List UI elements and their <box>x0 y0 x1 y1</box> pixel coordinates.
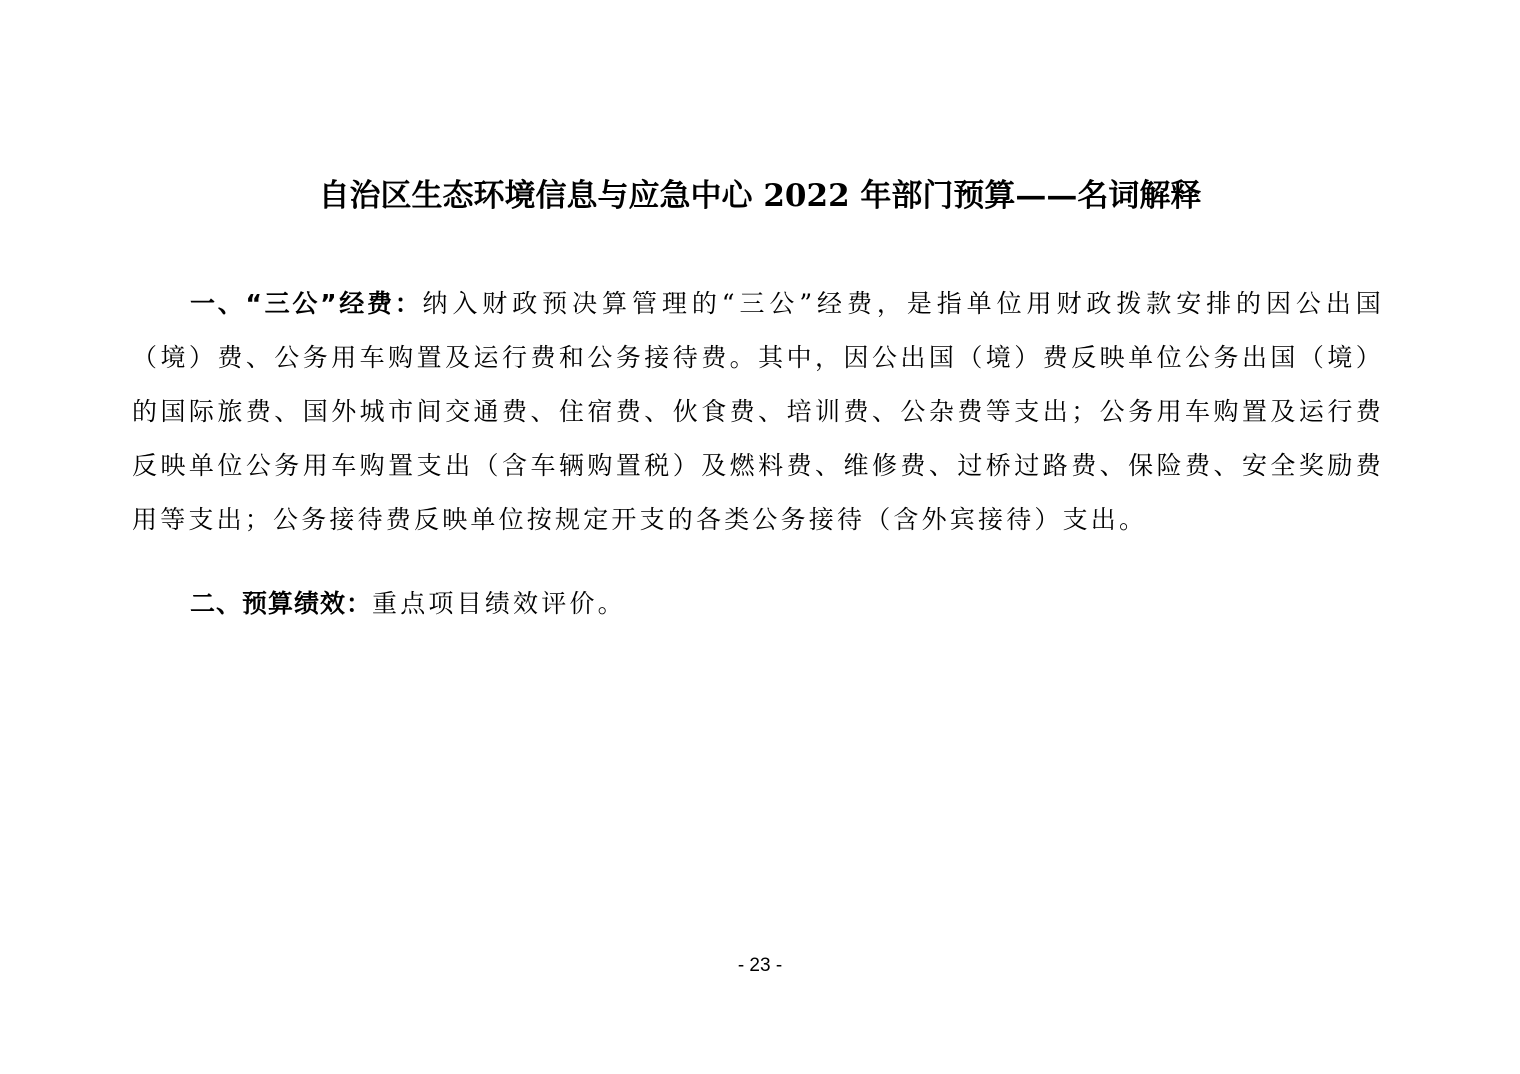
section-term: 一、“三公”经费： <box>190 289 423 318</box>
section-term: 二、预算绩效： <box>190 589 373 618</box>
section-text: 重点项目绩效评价。 <box>372 589 626 618</box>
section-san-gong-funds <box>132 277 1384 547</box>
section-text: 纳入财政预决算管理的“三公”经费，是指单位用财政拨款安排的因公出国（境）费、公务用车购置及运行费和公务接待费。其中，因公出国（境）费反映单位公务出国（境）的国际旅费、国外城市间交通费、住宿费、伙食费、培训费、公杂费等支出；公务用车购置及运行费反映单位公务用车购置支出（含车辆购置税）及燃料费、维修费、过桥过路费、保险费、安全奖励费用等支出；公务接待费反映单位按规定开支的各类公务接待（含外宾接待）支出。 <box>132 289 1384 534</box>
page-number: - 23 - <box>737 955 783 976</box>
section-budget-performance <box>132 577 1384 631</box>
document-title: 自治区生态环境信息与应急中心 2022 年部门预算——名词解释 <box>318 178 1202 214</box>
